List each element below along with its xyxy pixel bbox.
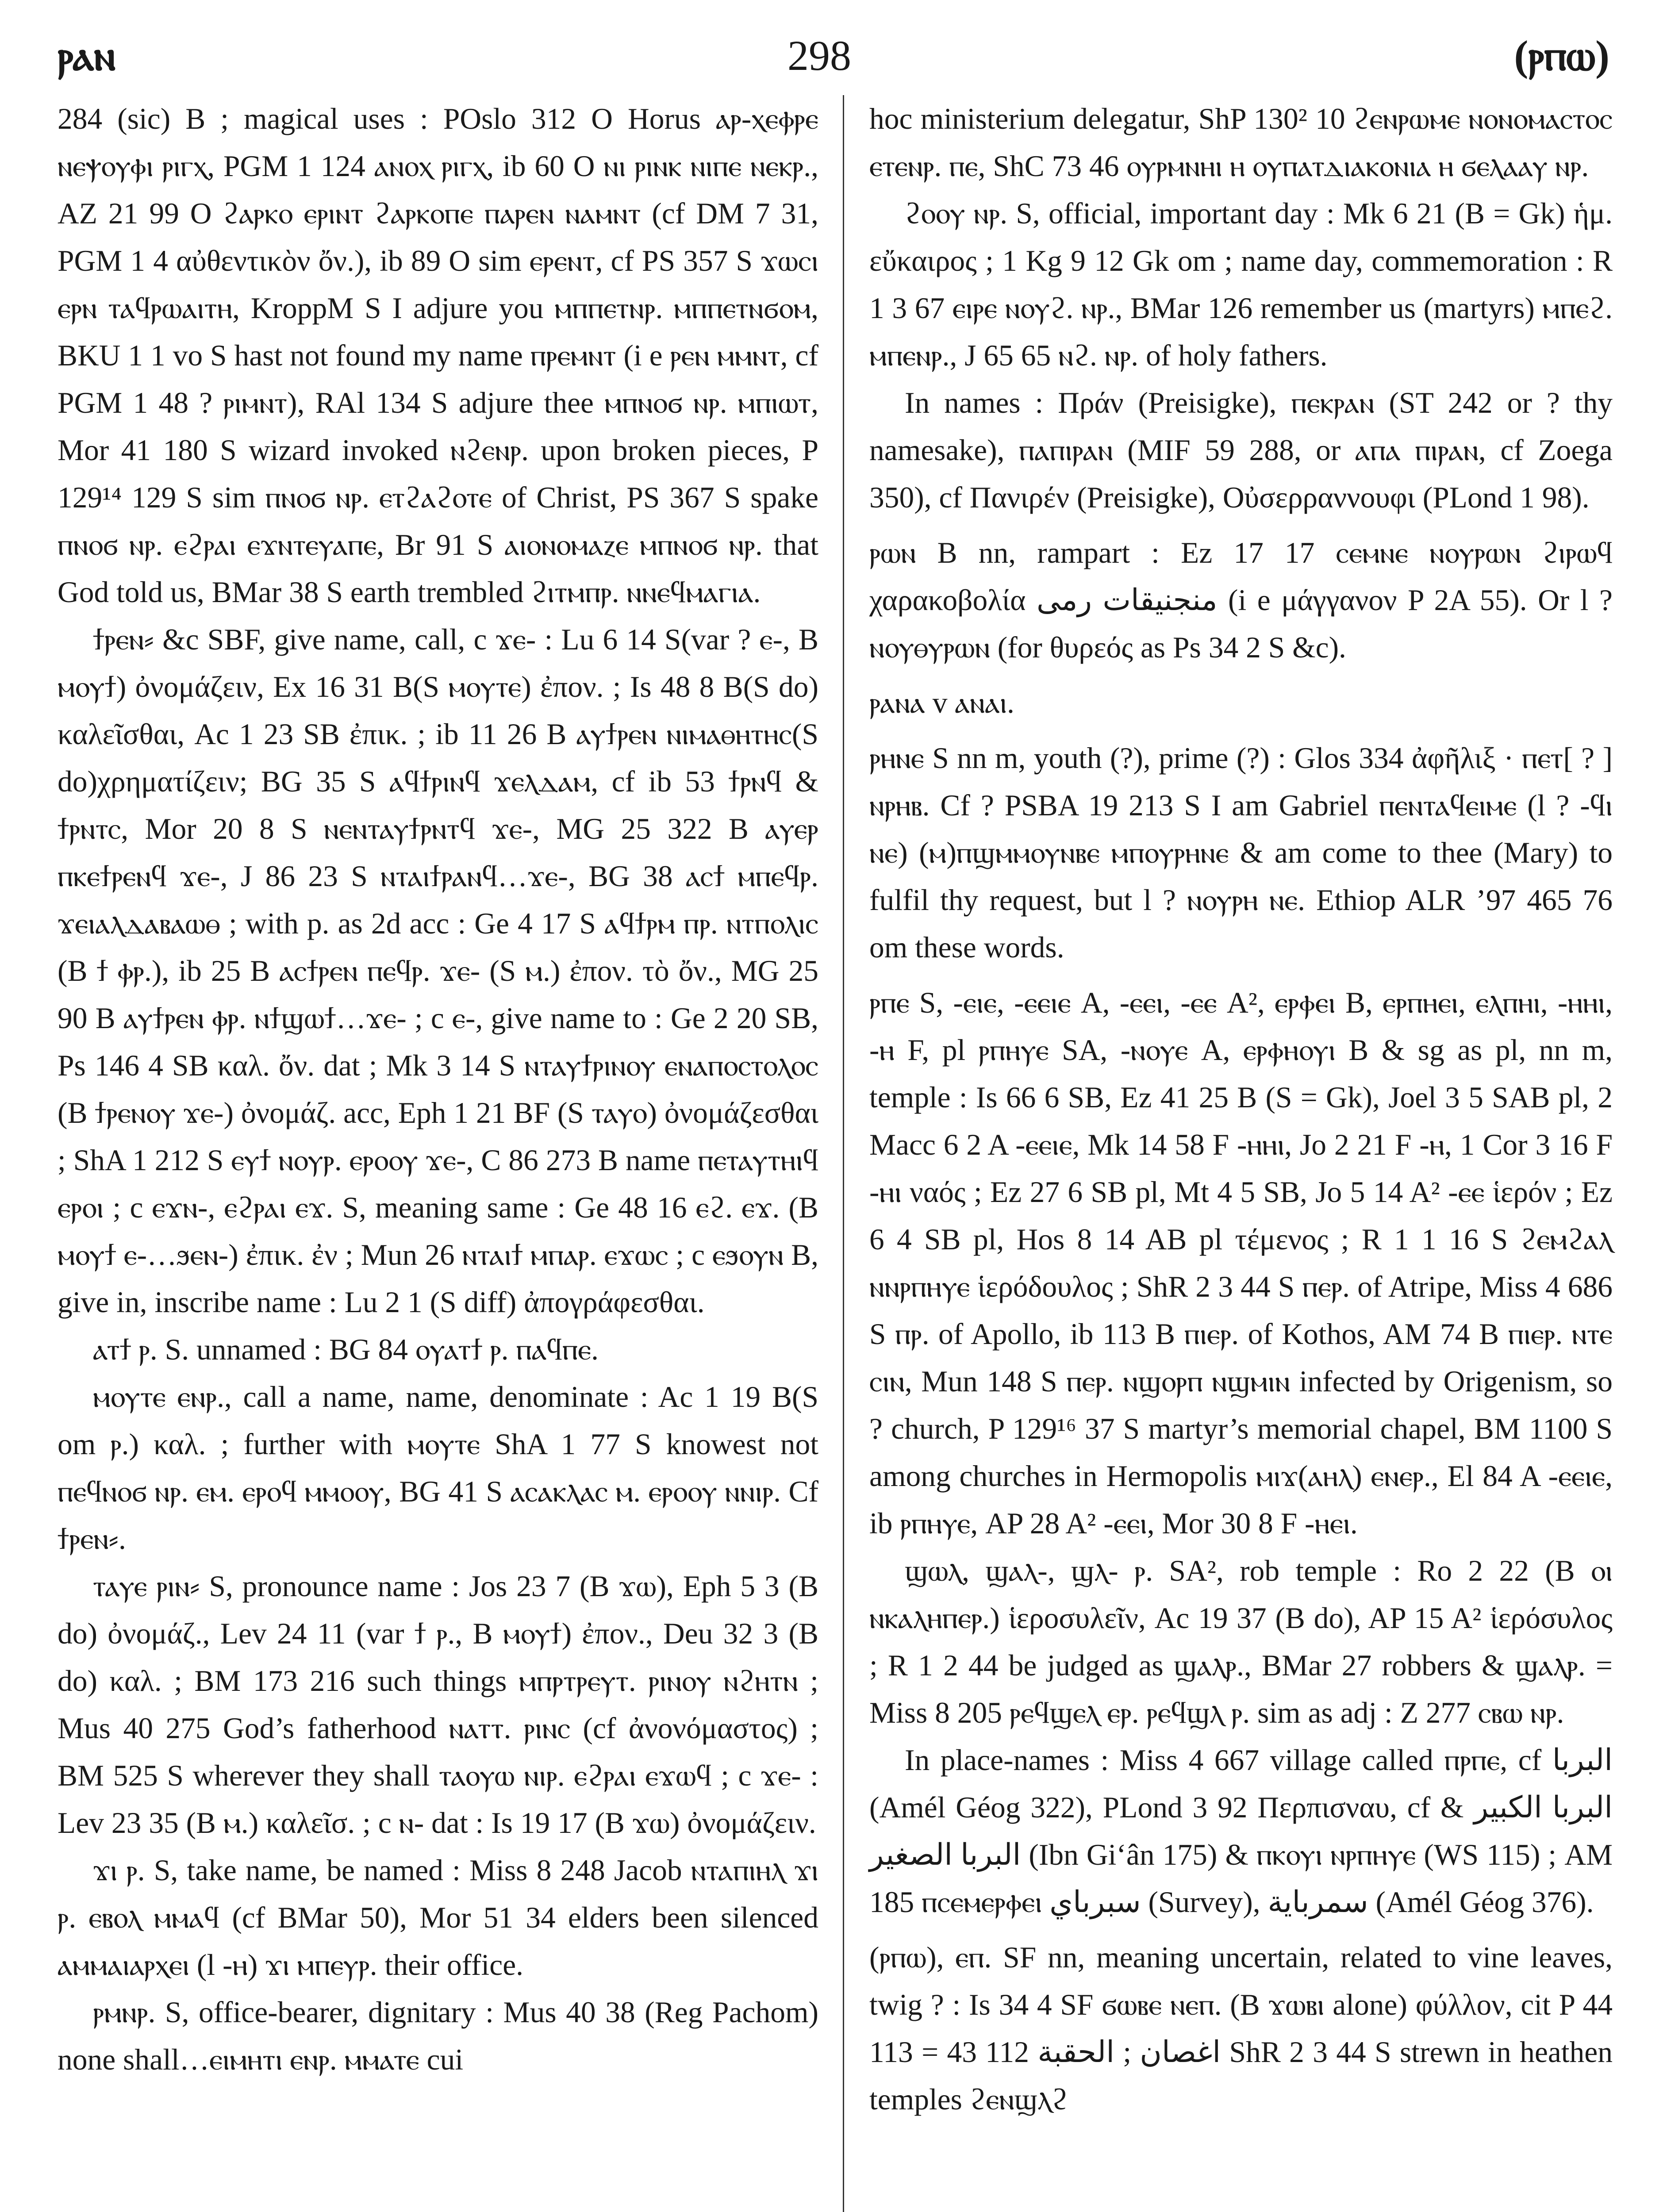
- entry-paragraph: ⲣⲡⲉ S, -ⲉⲓⲉ, -ⲉⲉⲓⲉ A, -ⲉⲉⲓ, -ⲉⲉ A², ⲉⲣⲫⲉⲓ B, ⲉⲣⲡⲏⲉⲓ, ⲉⲗⲡⲏⲓ, -ⲏⲏⲓ, -ⲏ F, pl ⲣⲡⲏⲩⲉ SA, -ⲛⲟⲩⲉ A, ⲉⲣⲫⲏⲟⲩⲓ B & sg as pl, nn m, temple : Is 66 6 SB, Ez 41 25 B (S = Gk), Joel 3 5 SAB pl, 2 Macc 6 2 A -ⲉⲉⲓⲉ, Mk 14 58 F -ⲏⲏⲓ, Jo 2 21 F -ⲏ, 1 Cor 3 16 F -ⲏⲓ ναός ; Ez 27 6 SB pl, Mt 4 5 SB, Jo 5 14 A² -ⲉⲉ ἱερόν ; Ez 6 4 SB pl, Hos 8 14 AB pl τέμενος ; R 1 1 16 S ϩⲉⲙϩⲁⲗ ⲛⲛⲣⲡⲏⲩⲉ ἱερόδουλος ; ShR 2 3 44 S ⲡⲉⲣ. of Atripe, Miss 4 686 S ⲡⲣ. of Apollo, ib 113 B ⲡⲓⲉⲣ. of Kothos, AM 74 B ⲡⲓⲉⲣ. ⲛⲧⲉ ⲥⲓⲛ, Mun 148 S ⲡⲉⲣ. ⲛϣⲟⲣⲡ ⲛϣⲙⲓⲛ infected by Origenism, so ? church, P 129¹⁶ 37 S martyr’s memorial chapel, BM 1100 S among churches in Hermopolis ⲙⲓϫ(ⲁⲏⲗ) ⲉⲛⲉⲣ., El 84 A -ⲉⲉⲓⲉ, ib ⲣⲡⲏⲩⲉ, AP 28 A² -ⲉⲉⲓ, Mor 30 8 F -ⲏⲉⲓ.: [869, 986, 1613, 1540]
- entry-paragraph: ⲁⲧϯ ⲣ. S. unnamed : BG 84 ⲟⲩⲁⲧϯ ⲣ. ⲡⲁϥⲡⲉ.: [93, 1333, 599, 1366]
- entry-paragraph: ⲣⲱⲛ B nn, rampart : Ez 17 17 ⲥⲉⲙⲛⲉ ⲛⲟⲩⲣⲱⲛ ϩⲓⲣⲱϥ χαρακοβολία منجنيقات رمى (i e μάγγανον P 2A 55). Or l ? ⲛⲟⲩⲑⲩⲣⲱⲛ (for θυρεός as Ps 34 2 S &c).: [869, 536, 1613, 664]
- entry-paragraph: (ⲣⲡⲱ), ⲉⲡ. SF nn, meaning uncertain, related to vine leaves, twig ? : Is 34 4 SF ϭⲱⲃⲉ ⲛⲉⲡ. (B ϫⲱⲃⲓ alone) φύλλον, cit P 44 113 = 43 112 اغصان ; الحقبة ShR 2 3 44 S strewn in heathen temples ϩⲉⲛϣⲗϩ: [869, 1941, 1613, 2116]
- header-left-headword: ⲣⲁⲛ: [58, 32, 116, 79]
- entry-paragraph: ⲣⲁⲛⲁ v ⲁⲛⲁⲓ.: [869, 686, 1014, 719]
- page-header: [0, 18, 1667, 93]
- entry-paragraph: ⲣⲏⲛⲉ S nn m, youth (?), prime (?) : Glos 334 ἀφῆλιξ · ⲡⲉⲧ[ ? ] ⲛⲣⲏⲃ. Cf ? PSBA 19 213 S I am Gabriel ⲡⲉⲛⲧⲁϥⲉⲓⲙⲉ (l ? -ϥⲓ ⲛⲉ) (ⲙ)ⲡϣⲙⲙⲟⲩⲛⲃⲉ ⲙⲡⲟⲩⲣⲏⲛⲉ & am come to thee (Mary) to fulfil thy request, but l ? ⲛⲟⲩⲣⲏ ⲛⲉ. Ethiop ALR ’97 465 76 om these words.: [869, 741, 1613, 964]
- page-number: 298: [787, 32, 851, 79]
- entry-paragraph: ϫⲓ ⲣ. S, take name, be named : Miss 8 248 Jacob ⲛⲧⲁⲡⲓⲏⲗ ϫⲓ ⲣ. ⲉⲃⲟⲗ ⲙⲙⲁϥ (cf BMar 50), Mor 51 34 elders been silenced ⲁⲙⲙⲁⲓⲁⲣⲭⲉⲓ (l -ⲏ) ϫⲓ ⲙⲡⲉⲩⲣ. their office.: [58, 1854, 818, 1982]
- entry-paragraph: ϯⲣⲉⲛ⸗ &c SBF, give name, call, c ϫⲉ- : Lu 6 14 S(var ? ⲉ-, B ⲙⲟⲩϯ) ὀνομάζειν, Ex 16 31 B(S ⲙⲟⲩⲧⲉ) ἐπον. ; Is 48 8 B(S do) καλεῖσθαι, Ac 1 23 SB ἐπικ. ; ib 11 26 B ⲁⲩϯⲣⲉⲛ ⲛⲓⲙⲁⲑⲏⲧⲏⲥ(S do)χρηματίζειν; BG 35 S ⲁϥϯⲣⲓⲛϥ ϫⲉⲗⲇⲁⲙ, cf ib 53 ϯⲣⲛϥ & ϯⲣⲛⲧⲥ, Mor 20 8 S ⲛⲉⲛⲧⲁⲩϯⲣⲛⲧϥ ϫⲉ-, MG 25 322 B ⲁⲩⲉⲣ ⲡⲕⲉϯⲣⲉⲛϥ ϫⲉ-, J 86 23 S ⲛⲧⲁⲓϯⲣⲁⲛϥ…ϫⲉ-, BG 38 ⲁⲥϯ ⲙⲡⲉϥⲣ. ϫⲉⲓⲁⲗⲇⲁⲃⲁⲱⲑ ; with p. as 2d acc : Ge 4 17 S ⲁϥϯⲣⲙ ⲡⲣ. ⲛⲧⲡⲟⲗⲓⲥ (B ϯ ⲫⲣ.), ib 25 B ⲁⲥϯⲣⲉⲛ ⲡⲉϥⲣ. ϫⲉ- (S ⲙ.) ἐπον. τὸ ὄν., MG 25 90 B ⲁⲩϯⲣⲉⲛ ⲫⲣ. ⲛϯϣⲱϯ…ϫⲉ- ; c ⲉ-, give name to : Ge 2 20 SB, Ps 146 4 SB καλ. ὄν. dat ; Mk 3 14 S ⲛⲧⲁⲩϯⲣⲓⲛⲟⲩ ⲉⲛⲁⲡⲟⲥⲧⲟⲗⲟⲥ (B ϯⲣⲉⲛⲟⲩ ϫⲉ-) ὀνομάζ. acc, Eph 1 21 BF (S ⲧⲁⲩⲟ) ὀνομάζεσθαι ; ShA 1 212 S ⲉⲩϯ ⲛⲟⲩⲣ. ⲉⲣⲟⲟⲩ ϫⲉ-, C 86 273 B name ⲡⲉⲧⲁⲩⲧⲏⲓϥ ⲉⲣⲟⲓ ; c ⲉϫⲛ-, ⲉϩⲣⲁⲓ ⲉϫ. S, meaning same : Ge 48 16 ⲉϩ. ⲉϫ. (B ⲙⲟⲩϯ ⲉ-…ϧⲉⲛ-) ἐπικ. ἐν ; Mun 26 ⲛⲧⲁⲓϯ ⲙⲡⲁⲣ. ⲉϫⲱⲥ ; c ⲉϧⲟⲩⲛ B, give in, inscribe name : Lu 2 1 (S diff) ἀπογράφεσθαι.: [58, 623, 818, 1319]
- column-divider: [843, 95, 844, 2212]
- entry-paragraph: hoc ministerium delegatur, ShP 130² 10 ϩⲉⲛⲣⲱⲙⲉ ⲛⲟⲛⲟⲙⲁⲥⲧⲟⲥ ⲉⲧⲉⲛⲣ. ⲡⲉ, ShC 73 46 ⲟⲩⲣⲙⲛⲏⲓ ⲏ ⲟⲩⲡⲁⲧⲇⲓⲁⲕⲟⲛⲓⲁ ⲏ ϭⲉⲗⲁⲁⲩ ⲛⲣ.: [869, 102, 1613, 183]
- right-column: [869, 95, 1613, 2123]
- entry-paragraph: ⲣⲙⲛⲣ. S, office-bearer, dignitary : Mus 40 38 (Reg Pachom) none shall…ⲉⲓⲙⲏⲧⲓ ⲉⲛⲣ. ⲙⲙⲁⲧⲉ cui: [58, 1996, 818, 2076]
- left-column: [58, 95, 818, 2083]
- entry-paragraph: In names : Πράν (Preisigke), ⲡⲉⲕⲣⲁⲛ (ST 242 or ? thy namesake), ⲡⲁⲡⲓⲣⲁⲛ (MIF 59 288, or ⲁⲡⲁ ⲡⲓⲣⲁⲛ, cf Zoega 350), cf Πανιρέν (Preisigke), Οὐσερραννουφι (PLond 1 98).: [869, 386, 1613, 514]
- header-right-headword: (ⲣⲡⲱ): [1514, 32, 1609, 79]
- entry-paragraph: In place-names : Miss 4 667 village called ⲡⲣⲡⲉ, cf البربا (Amél Géog 322), PLond 3 92 Περπισναυ, cf البربا الكبير & البربا الصغير (Ibn Gi‘ân 175) & ⲡⲕⲟⲩⲓ ⲛⲣⲡⲏⲩⲉ (WS 115) ; AM 185 ⲡⲥⲉⲙⲉⲣⲫⲉⲓ سبرباي (Survey), سمرباية (Amél Géog 376).: [869, 1743, 1613, 1919]
- entry-paragraph: ϣⲱⲗ, ϣⲁⲗ-, ϣⲗ- ⲣ. SA², rob temple : Ro 2 22 (B ⲟⲓ ⲛⲕⲁⲗⲏⲡⲉⲣ.) ἱεροσυλεῖν, Ac 19 37 (B do), AP 15 A² ἱερόσυλος ; R 1 2 44 be judged as ϣⲁⲗⲣ., BMar 27 robbers & ϣⲁⲗⲣ. = Miss 8 205 ⲣⲉϥϣⲉⲗ ⲉⲣ. ⲣⲉϥϣⲗ ⲣ. sim as adj : Z 277 ⲥⲃⲱ ⲛⲣ.: [869, 1554, 1613, 1729]
- entry-paragraph: 284 (sic) B ; magical uses : POslo 312 O Horus ⲁⲣ-ⲭⲉⲫⲣⲉ ⲛⲉⲯⲟⲩⲫⲓ ⲣⲓⲅⲭ, PGM 1 124 ⲁⲛⲟⲭ ⲣⲓⲅⲭ, ib 60 O ⲛⲓ ⲣⲓⲛⲕ ⲛⲓⲡⲉ ⲛⲉⲕⲣ., AZ 21 99 O ϩⲁⲣⲕⲟ ⲉⲣⲓⲛⲧ ϩⲁⲣⲕⲟⲡⲉ ⲡⲁⲣⲉⲛ ⲛⲁⲙⲛⲧ (cf DM 7 31, PGM 1 4 αὐθεντικὸν ὄν.), ib 89 O sim ⲉⲣⲉⲛⲧ, cf PS 357 S ϫⲱⲥⲓ ⲉⲣⲛ ⲧⲁϥⲣⲱⲁⲓⲧⲏ, KroppM S I adjure you ⲙⲡⲡⲉⲧⲛⲣ. ⲙⲡⲡⲉⲧⲛϭⲟⲙ, BKU 1 1 vo S hast not found my name ⲡⲣⲉⲙⲛⲧ (i e ⲣⲉⲛ ⲙⲙⲛⲧ, cf PGM 1 48 ? ⲣⲓⲙⲛⲧ), RAl 134 S adjure thee ⲙⲡⲛⲟϭ ⲛⲣ. ⲙⲡⲓⲱⲧ, Mor 41 180 S wizard invoked ⲛϩⲉⲛⲣ. upon broken pieces, P 129¹⁴ 129 S sim ⲡⲛⲟϭ ⲛⲣ. ⲉⲧϩⲁϩⲟⲧⲉ of Christ, PS 367 S spake ⲡⲛⲟϭ ⲛⲣ. ⲉϩⲣⲁⲓ ⲉϫⲛⲧⲉⲩⲁⲡⲉ, Br 91 S ⲁⲓⲟⲛⲟⲙⲁⲍⲉ ⲙⲡⲛⲟϭ ⲛⲣ. that God told us, BMar 38 S earth trembled ϩⲓⲧⲙⲡⲣ. ⲛⲛⲉϥⲙⲁⲅⲓⲁ.: [58, 102, 818, 609]
- entry-paragraph: ⲧⲁⲩⲉ ⲣⲓⲛ⸗ S, pronounce name : Jos 23 7 (B ϫⲱ), Eph 5 3 (B do) ὀνομάζ., Lev 24 11 (var ϯ ⲣ., B ⲙⲟⲩϯ) ἐπον., Deu 32 3 (B do) καλ. ; BM 173 216 such things ⲙⲡⲣⲧⲣⲉⲩⲧ. ⲣⲓⲛⲟⲩ ⲛϩⲏⲧⲛ ; Mus 40 275 God’s fatherhood ⲛⲁⲧⲧ. ⲣⲓⲛⲥ (cf ἀνονόμαστος) ; BM 525 S wherever they shall ⲧⲁⲟⲩⲱ ⲛⲓⲣ. ⲉϩⲣⲁⲓ ⲉϫⲱϥ ; c ϫⲉ- : Lev 23 35 (B ⲙ.) καλεῖσ. ; c ⲛ- dat : Is 19 17 (B ϫⲱ) ὀνομάζειν.: [58, 1570, 818, 1839]
- entry-paragraph: ⲙⲟⲩⲧⲉ ⲉⲛⲣ., call a name, name, denominate : Ac 1 19 B(S om ⲣ.) καλ. ; further with ⲙⲟⲩⲧⲉ ShA 1 77 S knowest not ⲡⲉϥⲛⲟϭ ⲛⲣ. ⲉⲙ. ⲉⲣⲟϥ ⲙⲙⲟⲟⲩ, BG 41 S ⲁⲥⲁⲕⲗⲁⲥ ⲙ. ⲉⲣⲟⲟⲩ ⲛⲛⲓⲣ. Cf ϯⲣⲉⲛ⸗.: [58, 1380, 818, 1555]
- entry-paragraph: ϩⲟⲟⲩ ⲛⲣ. S, official, important day : Mk 6 21 (B = Gk) ἡμ. εὔκαιρος ; 1 Kg 9 12 Gk om ; name day, commemoration : R 1 3 67 ⲉⲓⲣⲉ ⲛⲟⲩϩ. ⲛⲣ., BMar 126 remember us (martyrs) ⲙⲡⲉϩ. ⲙⲡⲉⲛⲣ., J 65 65 ⲛϩ. ⲛⲣ. of holy fathers.: [869, 197, 1613, 372]
